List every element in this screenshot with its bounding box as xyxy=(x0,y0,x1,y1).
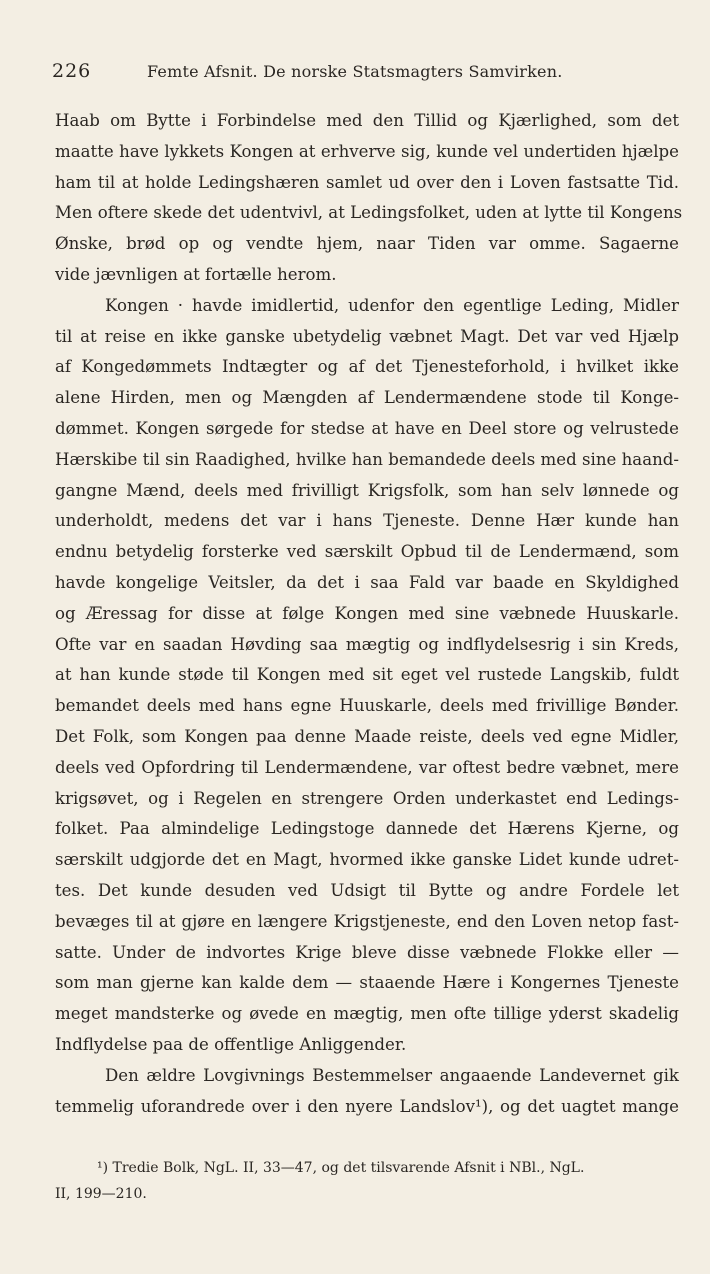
text-line: deels ved Opfordring til Lendermændene, var oftest bedre væbnet, mere xyxy=(55,757,679,777)
text-line: Haab om Bytte i Forbindelse med den Tillid og Kjærlighed, som det xyxy=(55,111,679,130)
running-head: Femte Afsnit. De norske Statsmagters Samvirken. xyxy=(147,62,563,81)
text-line: særskilt udgjorde det en Magt, hvormed ikke ganske Lidet kunde udret- xyxy=(55,850,679,870)
text-line: bevæges til at gjøre en længere Krigstjeneste, end den Loven netop fast- xyxy=(55,911,679,931)
footnote-line: ¹) Tredie Bolk, NgL. II, 33—47, og det tilsvarende Afsnit i NBl., NgL. xyxy=(97,1160,585,1176)
text-line: underholdt, medens det var i hans Tjeneste. Denne Hær kunde han xyxy=(55,511,679,531)
text-line: Men oftere skede det udentvivl, at Ledingsfolket, uden at lytte til Kongens xyxy=(55,203,683,223)
text-line: endnu betydelig forsterke ved særskilt Opbud til de Lendermænd, som xyxy=(55,542,679,562)
text-line: og Æressag for disse at følge Kongen med sine væbnede Huuskarle. xyxy=(55,603,679,623)
text-line: gangne Mænd, deels med frivilligt Krigsfolk, som han selv lønnede og xyxy=(55,480,679,500)
text-line: af Kongedømmets Indtægter og af det Tjenesteforhold, i hvilket ikke xyxy=(55,357,679,377)
text-line: alene Hirden, men og Mængden af Lendermændene stode til Konge- xyxy=(55,388,679,408)
text-line: tes. Det kunde desuden ved Udsigt til Bytte og andre Fordele let xyxy=(55,880,679,900)
page-header xyxy=(52,60,682,88)
text-line: havde kongelige Veitsler, da det i saa Fald var baade en Skyldighed xyxy=(55,572,679,592)
text-line: Indflydelse paa de offentlige Anliggender. xyxy=(55,1034,407,1054)
text-line: bemandet deels med hans egne Huuskarle, deels med frivillige Bønder. xyxy=(55,696,679,716)
page-number: 226 xyxy=(52,60,92,82)
text-line: Det Folk, som Kongen paa denne Maade reiste, deels ved egne Midler, xyxy=(55,726,679,746)
text-line: ham til at holde Ledingshæren samlet ud over den i Loven fastsatte Tid. xyxy=(55,172,679,192)
text-line: temmelig uforandrede over i den nyere Landslov¹), og det uagtet mange xyxy=(55,1096,679,1116)
text-line: folket. Paa almindelige Ledingstoge dannede det Hærens Kjerne, og xyxy=(55,819,679,839)
text-line: krigsøvet, og i Regelen en strengere Orden underkastet end Ledings- xyxy=(55,788,679,808)
text-line: som man gjerne kan kalde dem — staaende Hære i Kongernes Tjeneste xyxy=(55,973,679,993)
text-line: Ønske, brød op og vendte hjem, naar Tiden var omme. Sagaerne xyxy=(55,234,679,254)
text-line: satte. Under de indvortes Krige bleve disse væbnede Flokke eller — xyxy=(55,942,679,962)
text-line: Hærskibe til sin Raadighed, hvilke han bemandede deels med sine haand- xyxy=(55,449,679,469)
text-line: til at reise en ikke ganske ubetydelig væbnet Magt. Det var ved Hjælp xyxy=(55,326,679,346)
text-line: at han kunde støde til Kongen med sit eget vel rustede Langskib, fuldt xyxy=(55,665,679,685)
text-line: maatte have lykkets Kongen at erhverve sig, kunde vel undertiden hjælpe xyxy=(55,141,679,161)
text-line: Ofte var en saadan Høvding saa mægtig og indflydelsesrig i sin Kreds, xyxy=(55,634,679,654)
body-text xyxy=(55,106,683,1122)
text-line: Den ældre Lovgivnings Bestemmelser angaaende Landevernet gik xyxy=(105,1065,679,1085)
footnote-line: II, 199—210. xyxy=(55,1186,147,1202)
text-line: dømmet. Kongen sørgede for stedse at have en Deel store og velrustede xyxy=(55,418,679,438)
text-line: Kongen · havde imidlertid, udenfor den egentlige Leding, Midler xyxy=(105,295,679,315)
footnotes xyxy=(55,1155,679,1207)
text-line: vide jævnligen at fortælle herom. xyxy=(55,264,337,284)
text-line: meget mandsterke og øvede en mægtig, men ofte tillige yderst skadelig xyxy=(55,1004,679,1024)
